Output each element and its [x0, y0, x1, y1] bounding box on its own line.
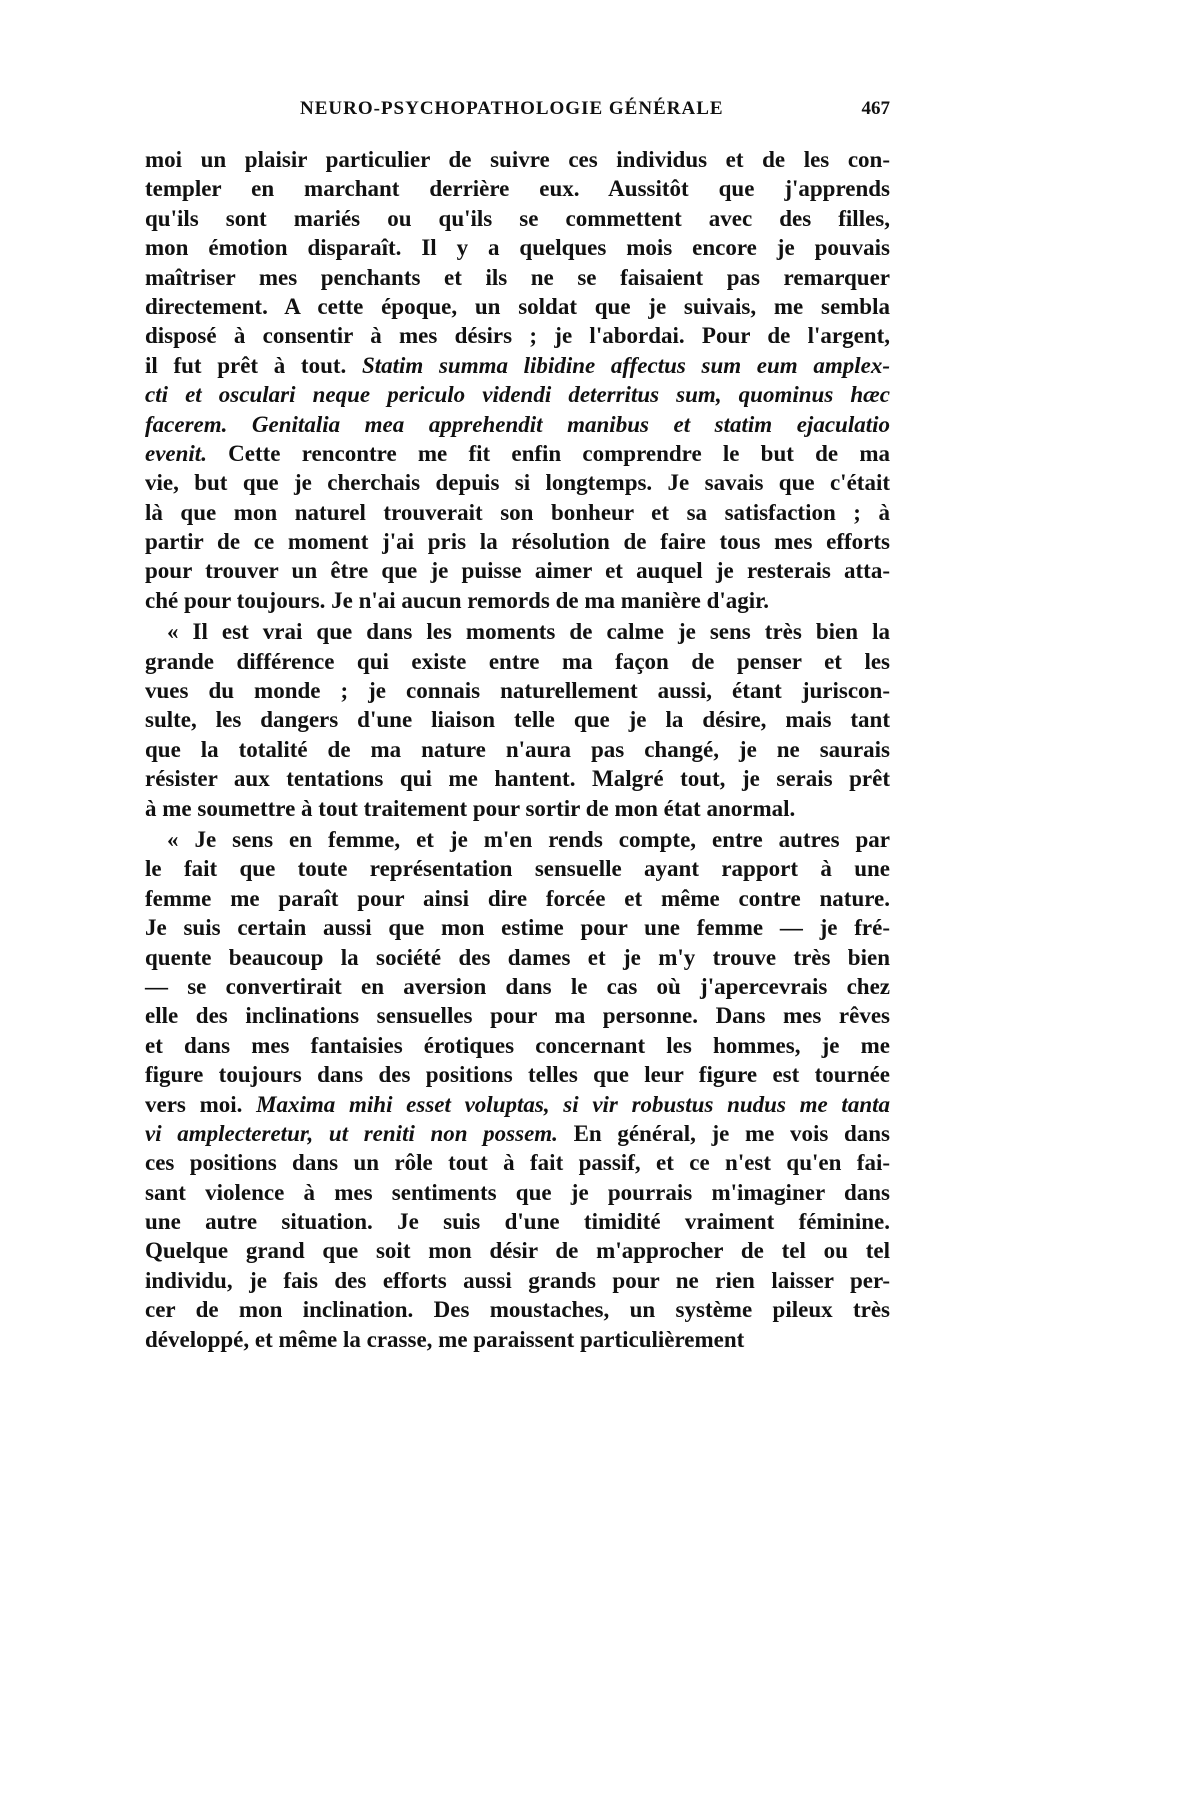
page-header — [145, 98, 890, 128]
text-line: et dans mes fantaisies érotiques concernant les hommes, je me — [145, 1032, 890, 1058]
latin-passage: Maxima mihi esset voluptas, si vir robustus nudus me tanta — [256, 1091, 890, 1117]
text-line: ces positions dans un rôle tout à fait passif, et ce n'est qu'en fai- — [145, 1150, 890, 1176]
latin-passage: vi amplecteretur, ut reniti non possem. — [145, 1120, 558, 1146]
text-line: Je suis certain aussi que mon estime pour une femme — je fré- — [145, 915, 890, 941]
text-line: pour trouver un être que je puisse aimer et auquel je resterais atta- — [145, 558, 890, 584]
latin-passage: facerem. Genitalia mea apprehendit manibus et statim ejaculatio — [145, 411, 890, 437]
text-line: maîtriser mes penchants et ils ne se faisaient pas remarquer — [145, 264, 890, 290]
text-line: sant violence à mes sentiments que je pourrais m'imaginer dans — [145, 1179, 890, 1205]
text-line: mon émotion disparaît. Il y a quelques mois encore je pouvais — [145, 235, 890, 261]
paragraph — [145, 145, 890, 615]
text-line: evenit. Cette rencontre me fit enfin comprendre le but de ma — [145, 440, 890, 466]
text-line: que la totalité de ma nature n'aura pas changé, je ne saurais — [145, 736, 890, 762]
latin-passage: cti et osculari neque periculo videndi deterritus sum, quominus hæc — [145, 382, 890, 408]
text-line: vie, but que je cherchais depuis si longtemps. Je savais que c'était — [145, 470, 890, 496]
text-line: Quelque grand que soit mon désir de m'approcher de tel ou tel — [145, 1238, 890, 1264]
text-line — [145, 410, 890, 439]
text-line: à me soumettre à tout traitement pour sortir de mon état anormal. — [145, 795, 796, 821]
latin-passage: Statim summa libidine affectus sum eum amplex- — [361, 352, 890, 378]
text-line: ché pour toujours. Je n'ai aucun remords de ma manière d'agir. — [145, 587, 769, 613]
text-line: vi amplecteretur, ut reniti non possem. En général, je me vois dans — [145, 1120, 890, 1146]
text-line: sulte, les dangers d'une liaison telle que je la désire, mais tant — [145, 707, 890, 733]
page-number: 467 — [861, 98, 890, 119]
text-line: vers moi. Maxima mihi esset voluptas, si vir robustus nudus me tanta — [145, 1091, 890, 1117]
text-line: développé, et même la crasse, me paraissent particulièrement — [145, 1326, 745, 1352]
text-line: il fut prêt à tout. Statim summa libidine affectus sum eum amplex- — [145, 352, 890, 378]
text-line: directement. A cette époque, un soldat que je suivais, me sembla — [145, 293, 890, 319]
text-line: cer de mon inclination. Des moustaches, un système pileux très — [145, 1297, 890, 1323]
text-line: figure toujours dans des positions telles que leur figure est tournée — [145, 1062, 890, 1088]
text-line: templer en marchant derrière eux. Aussitôt que j'apprends — [145, 176, 890, 202]
text-line: « Il est vrai que dans les moments de calme je sens très bien la — [167, 619, 890, 645]
text-line: elle des inclinations sensuelles pour ma personne. Dans mes rêves — [145, 1003, 890, 1029]
text-line: le fait que toute représentation sensuelle ayant rapport à une — [145, 856, 890, 882]
text-line: individu, je fais des efforts aussi grands pour ne rien laisser per- — [145, 1267, 890, 1293]
text-line: moi un plaisir particulier de suivre ces individus et de les con- — [145, 147, 890, 172]
text-line: partir de ce moment j'ai pris la résolution de faire tous mes efforts — [145, 529, 890, 555]
text-line: vues du monde ; je connais naturellement aussi, étant juriscon- — [145, 678, 890, 704]
text-line — [145, 380, 890, 409]
text-line: « Je sens en femme, et je m'en rends compte, entre autres par — [167, 826, 890, 852]
paragraph — [145, 825, 890, 1354]
text-line: quente beaucoup la société des dames et je m'y trouve très bien — [145, 944, 890, 970]
text-line: une autre situation. Je suis d'une timidité vraiment féminine. — [145, 1209, 890, 1235]
running-title: NEURO-PSYCHOPATHOLOGIE GÉNÉRALE — [300, 98, 724, 119]
text-line: résister aux tentations qui me hantent. Malgré tout, je serais prêt — [145, 766, 890, 792]
text-line: femme me paraît pour ainsi dire forcée et même contre nature. — [145, 885, 890, 911]
page-body — [145, 145, 890, 1354]
text-line: là que mon naturel trouverait son bonheur et sa satisfaction ; à — [145, 499, 890, 525]
text-line: disposé à consentir à mes désirs ; je l'abordai. Pour de l'argent, — [145, 323, 890, 349]
text-line: qu'ils sont mariés ou qu'ils se commettent avec des filles, — [145, 205, 890, 231]
text-line: — se convertirait en aversion dans le cas où j'apercevrais chez — [145, 973, 890, 999]
latin-passage: evenit. — [145, 440, 207, 466]
text-line: grande différence qui existe entre ma façon de penser et les — [145, 648, 890, 674]
paragraph — [145, 617, 890, 823]
